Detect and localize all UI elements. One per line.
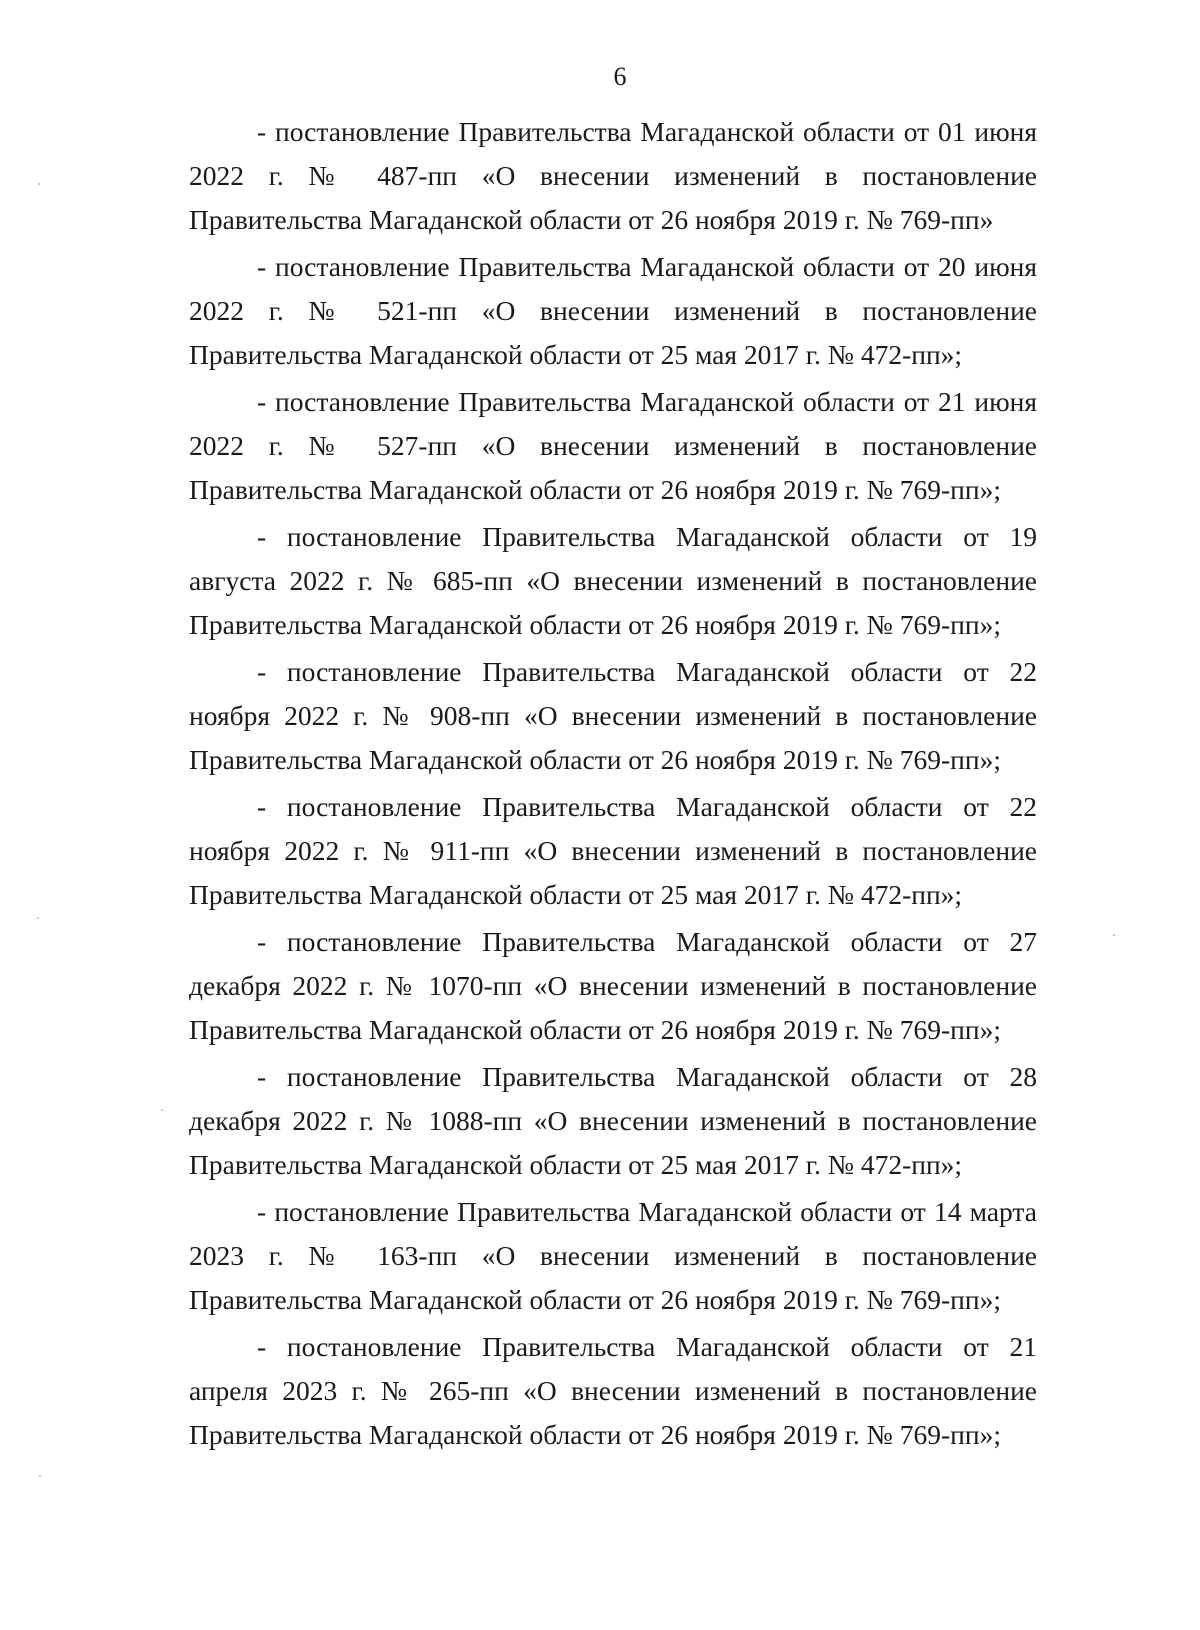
list-item <box>189 920 1037 1052</box>
entry-text: - постановление Правительства Магаданской области от 27 декабря 2022 г. № 1070-пп «О внесении изменений в постановление Правительства Магаданской области от 26 ноября 2019 г. № 769-пп»; <box>189 926 1037 1045</box>
list-item <box>189 245 1037 377</box>
scan-speck <box>39 1475 41 1477</box>
entry-text: - постановление Правительства Магаданской области от 22 ноября 2022 г. № 911-пп «О внесении изменений в постановление Правительства Магаданской области от 25 мая 2017 г. № 472-пп»; <box>189 791 1037 910</box>
page-number: 6 <box>613 62 627 91</box>
list-item <box>189 650 1037 782</box>
entry-text: - постановление Правительства Магаданской области от 20 июня 2022 г. № 521-пп «О внесении изменений в постановление Правительства Магаданской области от 25 мая 2017 г. № 472-пп»; <box>189 251 1037 370</box>
entry-text: - постановление Правительства Магаданской области от 21 апреля 2023 г. № 265-пп «О внесении изменений в постановление Правительства Магаданской области от 26 ноября 2019 г. № 769-пп»; <box>189 1331 1037 1450</box>
entries-list <box>189 110 1037 1460</box>
scan-speck <box>161 1109 163 1111</box>
list-item <box>189 515 1037 647</box>
list-item <box>189 1190 1037 1322</box>
entry-text: - постановление Правительства Магаданской области от 22 ноября 2022 г. № 908-пп «О внесении изменений в постановление Правительства Магаданской области от 26 ноября 2019 г. № 769-пп»; <box>189 656 1037 775</box>
entry-text: - постановление Правительства Магаданской области от 01 июня 2022 г. № 487-пп «О внесении изменений в постановление Правительства Магаданской области от 26 ноября 2019 г. № 769-пп» <box>189 116 1037 235</box>
list-item <box>189 110 1037 242</box>
list-item <box>189 1055 1037 1187</box>
scan-speck <box>37 917 39 919</box>
scan-speck <box>38 183 40 185</box>
entry-text: - постановление Правительства Магаданской области от 28 декабря 2022 г. № 1088-пп «О внесении изменений в постановление Правительства Магаданской области от 25 мая 2017 г. № 472-пп»; <box>189 1061 1037 1180</box>
entry-text: - постановление Правительства Магаданской области от 19 августа 2022 г. № 685-пп «О внесении изменений в постановление Правительства Магаданской области от 26 ноября 2019 г. № 769-пп»; <box>189 521 1037 640</box>
entry-text: - постановление Правительства Магаданской области от 21 июня 2022 г. № 527-пп «О внесении изменений в постановление Правительства Магаданской области от 26 ноября 2019 г. № 769-пп»; <box>189 386 1037 505</box>
entry-text: - постановление Правительства Магаданской области от 14 марта 2023 г. № 163-пп «О внесении изменений в постановление Правительства Магаданской области от 26 ноября 2019 г. № 769-пп»; <box>189 1196 1037 1315</box>
list-item <box>189 1325 1037 1457</box>
scan-speck <box>1113 934 1115 936</box>
list-item <box>189 785 1037 917</box>
list-item <box>189 380 1037 512</box>
